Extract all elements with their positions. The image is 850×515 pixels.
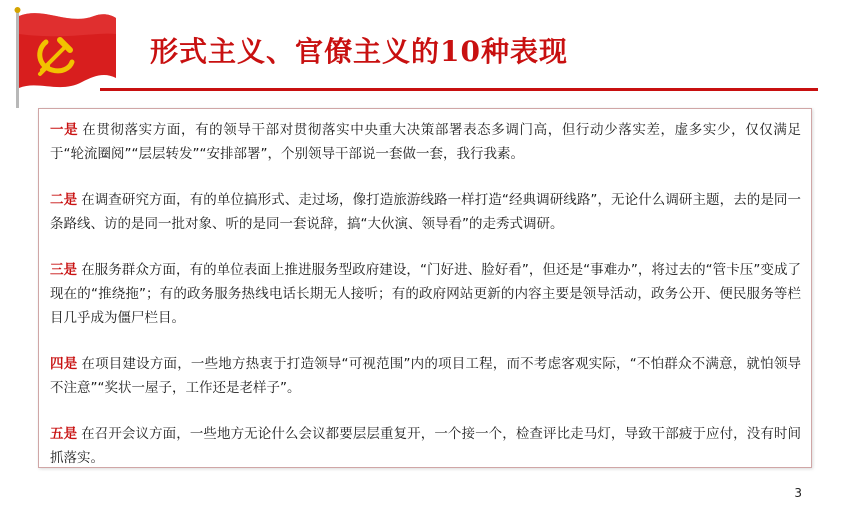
item-lead: 二是 (50, 192, 78, 208)
list-item (50, 258, 801, 330)
party-flag-icon (6, 4, 118, 108)
item-lead: 三是 (50, 262, 78, 278)
page-title: 形式主义、官僚主义的10种表现 (150, 35, 568, 68)
item-text: 在贯彻落实方面，有的领导干部对贯彻落实中央重大决策部署表态多调门高，但行动少落实差，虚多实少，仅仅满足于“轮流圈阅”“层层转发”“安排部署”，个别领导干部说一套做一套，我行我素。 (50, 122, 802, 162)
item-text: 在召开会议方面，一些地方无论什么会议都要层层重复开，一个接一个，检查评比走马灯，导致干部疲于应付，没有时间抓落实。 (50, 426, 802, 466)
item-text: 在调查研究方面，有的单位搞形式、走过场，像打造旅游线路一样打造“经典调研线路”，无论什么调研主题，去的是同一条路线、访的是同一批对象、听的是同一套说辞，搞“大伙演、领导看”的走秀式调研。 (50, 192, 801, 232)
item-lead: 五是 (50, 426, 78, 442)
list-item (50, 422, 801, 470)
list-item (50, 352, 801, 400)
item-lead: 四是 (50, 356, 78, 372)
list-item (50, 118, 801, 166)
item-text: 在项目建设方面，一些地方热衷于打造领导“可视范围”内的项目工程，而不考虑客观实际，“不怕群众不满意，就怕领导不注意”“奖状一屋子，工作还是老样子”。 (50, 356, 802, 396)
item-lead: 一是 (50, 122, 79, 138)
title-rule (100, 88, 818, 91)
list-item (50, 188, 801, 236)
content-box (38, 108, 812, 468)
item-text: 在服务群众方面，有的单位表面上推进服务型政府建设，“门好进、脸好看”，但还是“事难办”，将过去的“管卡压”变成了现在的“推绕拖”；有的政务服务热线电话长期无人接听；有的政府网站更新的内容主要是领导活动，政务公开、便民服务等栏目几乎成为僵尸栏目。 (50, 262, 801, 326)
page-number: 3 (794, 486, 802, 500)
